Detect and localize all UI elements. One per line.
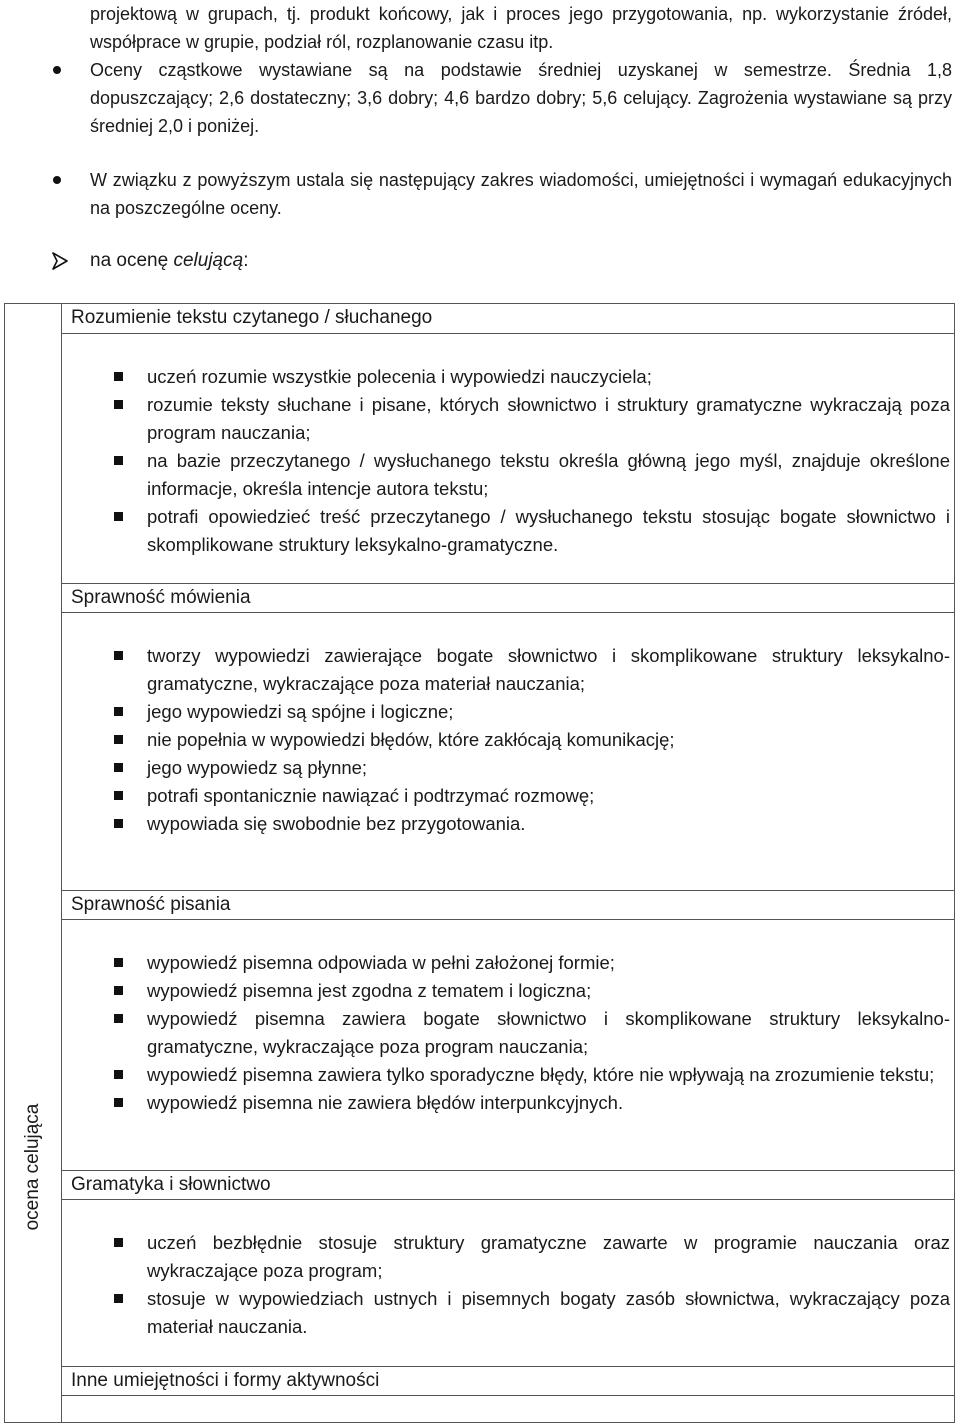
section-list-writing bbox=[147, 949, 950, 1117]
requirements-table bbox=[4, 303, 955, 1423]
section-header-writing: Sprawność pisania bbox=[62, 890, 955, 920]
section-header-reading: Rozumienie tekstu czytanego / słuchanego bbox=[62, 304, 955, 334]
section-header-other: Inne umiejętności i formy aktywności bbox=[62, 1366, 955, 1396]
list-item: stosuje w wypowiedziach ustnych i pisemnych bogaty zasób słownictwa, wykraczający poza materiał nauczania. bbox=[147, 1285, 950, 1341]
bullet-dot-icon bbox=[53, 176, 61, 184]
list-item: wypowiedź pisemna odpowiada w pełni założonej formie; bbox=[147, 949, 950, 977]
list-item: potrafi spontanicznie nawiązać i podtrzymać rozmowę; bbox=[147, 782, 950, 810]
list-item: nie popełnia w wypowiedzi błędów, które zakłócają komunikację; bbox=[147, 726, 950, 754]
section-list-grammar bbox=[147, 1229, 950, 1341]
intro-bullet-grades: Oceny cząstkowe wystawiane są na podstawie średniej uzyskanej w semestrze. Średnia 1,8 dopuszczający; 2,6 dostateczny; 3,6 dobry; 4,6 bardzo dobry; 5,6 celujący. Zagrożenia wystawiane są przy średniej 2,0 i poniżej. bbox=[90, 60, 952, 136]
intro-bullet-scope: W związku z powyższym ustala się następujący zakres wiadomości, umiejętności i wymagań edukacyjnych na poszczególne oceny. bbox=[90, 170, 952, 218]
list-item: na bazie przeczytanego / wysłuchanego tekstu określa główną jego myśl, znajduje określone informacje, określa intencje autora tekstu; bbox=[147, 447, 950, 503]
list-item: jego wypowiedzi są spójne i logiczne; bbox=[147, 698, 950, 726]
section-header-grammar: Gramatyka i słownictwo bbox=[62, 1170, 955, 1200]
list-item: potrafi opowiedzieć treść przeczytanego / wysłuchanego tekstu stosując bogate słownictwo i skomplikowane struktury leksykalno-gramatyczne. bbox=[147, 503, 950, 559]
arrow-bullet-icon bbox=[50, 251, 70, 271]
grade-heading bbox=[90, 247, 248, 275]
list-item: wypowiedź pisemna zawiera tylko sporadyczne błędy, które nie wpływają na zrozumienie tekstu; bbox=[147, 1061, 950, 1089]
section-list-reading bbox=[147, 363, 950, 559]
list-item: wypowiedź pisemna zawiera bogate słownictwo i skomplikowane struktury leksykalno-gramatyczne, wykraczające poza program nauczania; bbox=[147, 1005, 950, 1061]
grade-label: ocena celująca bbox=[22, 1103, 43, 1231]
list-item: wypowiada się swobodnie bez przygotowania. bbox=[147, 810, 950, 838]
section-list-speaking bbox=[147, 642, 950, 838]
list-item: rozumie teksty słuchane i pisane, których słownictwo i struktury gramatyczne wykraczają poza program nauczania; bbox=[147, 391, 950, 447]
grade-heading-suffix: : bbox=[243, 250, 249, 271]
grade-heading-prefix: na ocenę bbox=[90, 250, 174, 271]
list-item: uczeń rozumie wszystkie polecenia i wypowiedzi nauczyciela; bbox=[147, 363, 950, 391]
bullet-dot-icon bbox=[53, 66, 61, 74]
list-item: wypowiedź pisemna nie zawiera błędów interpunkcyjnych. bbox=[147, 1089, 950, 1117]
list-item: wypowiedź pisemna jest zgodna z tematem i logiczna; bbox=[147, 977, 950, 1005]
section-header-speaking: Sprawność mówienia bbox=[62, 583, 955, 613]
grade-heading-emphasis: celującą bbox=[173, 250, 244, 271]
intro-paragraph: projektową w grupach, tj. produkt końcowy, jak i proces jego przygotowania, np. wykorzystanie źródeł, współprace w grupie, podział ról, rozplanowanie czasu itp. bbox=[90, 4, 952, 52]
grade-column bbox=[5, 304, 62, 1422]
list-item: jego wypowiedz są płynne; bbox=[147, 754, 950, 782]
list-item: tworzy wypowiedzi zawierające bogate słownictwo i skomplikowane struktury leksykalno-gramatyczne, wykraczające poza materiał nauczania; bbox=[147, 642, 950, 698]
list-item: uczeń bezbłędnie stosuje struktury gramatyczne zawarte w programie nauczania oraz wykraczające poza program; bbox=[147, 1229, 950, 1285]
